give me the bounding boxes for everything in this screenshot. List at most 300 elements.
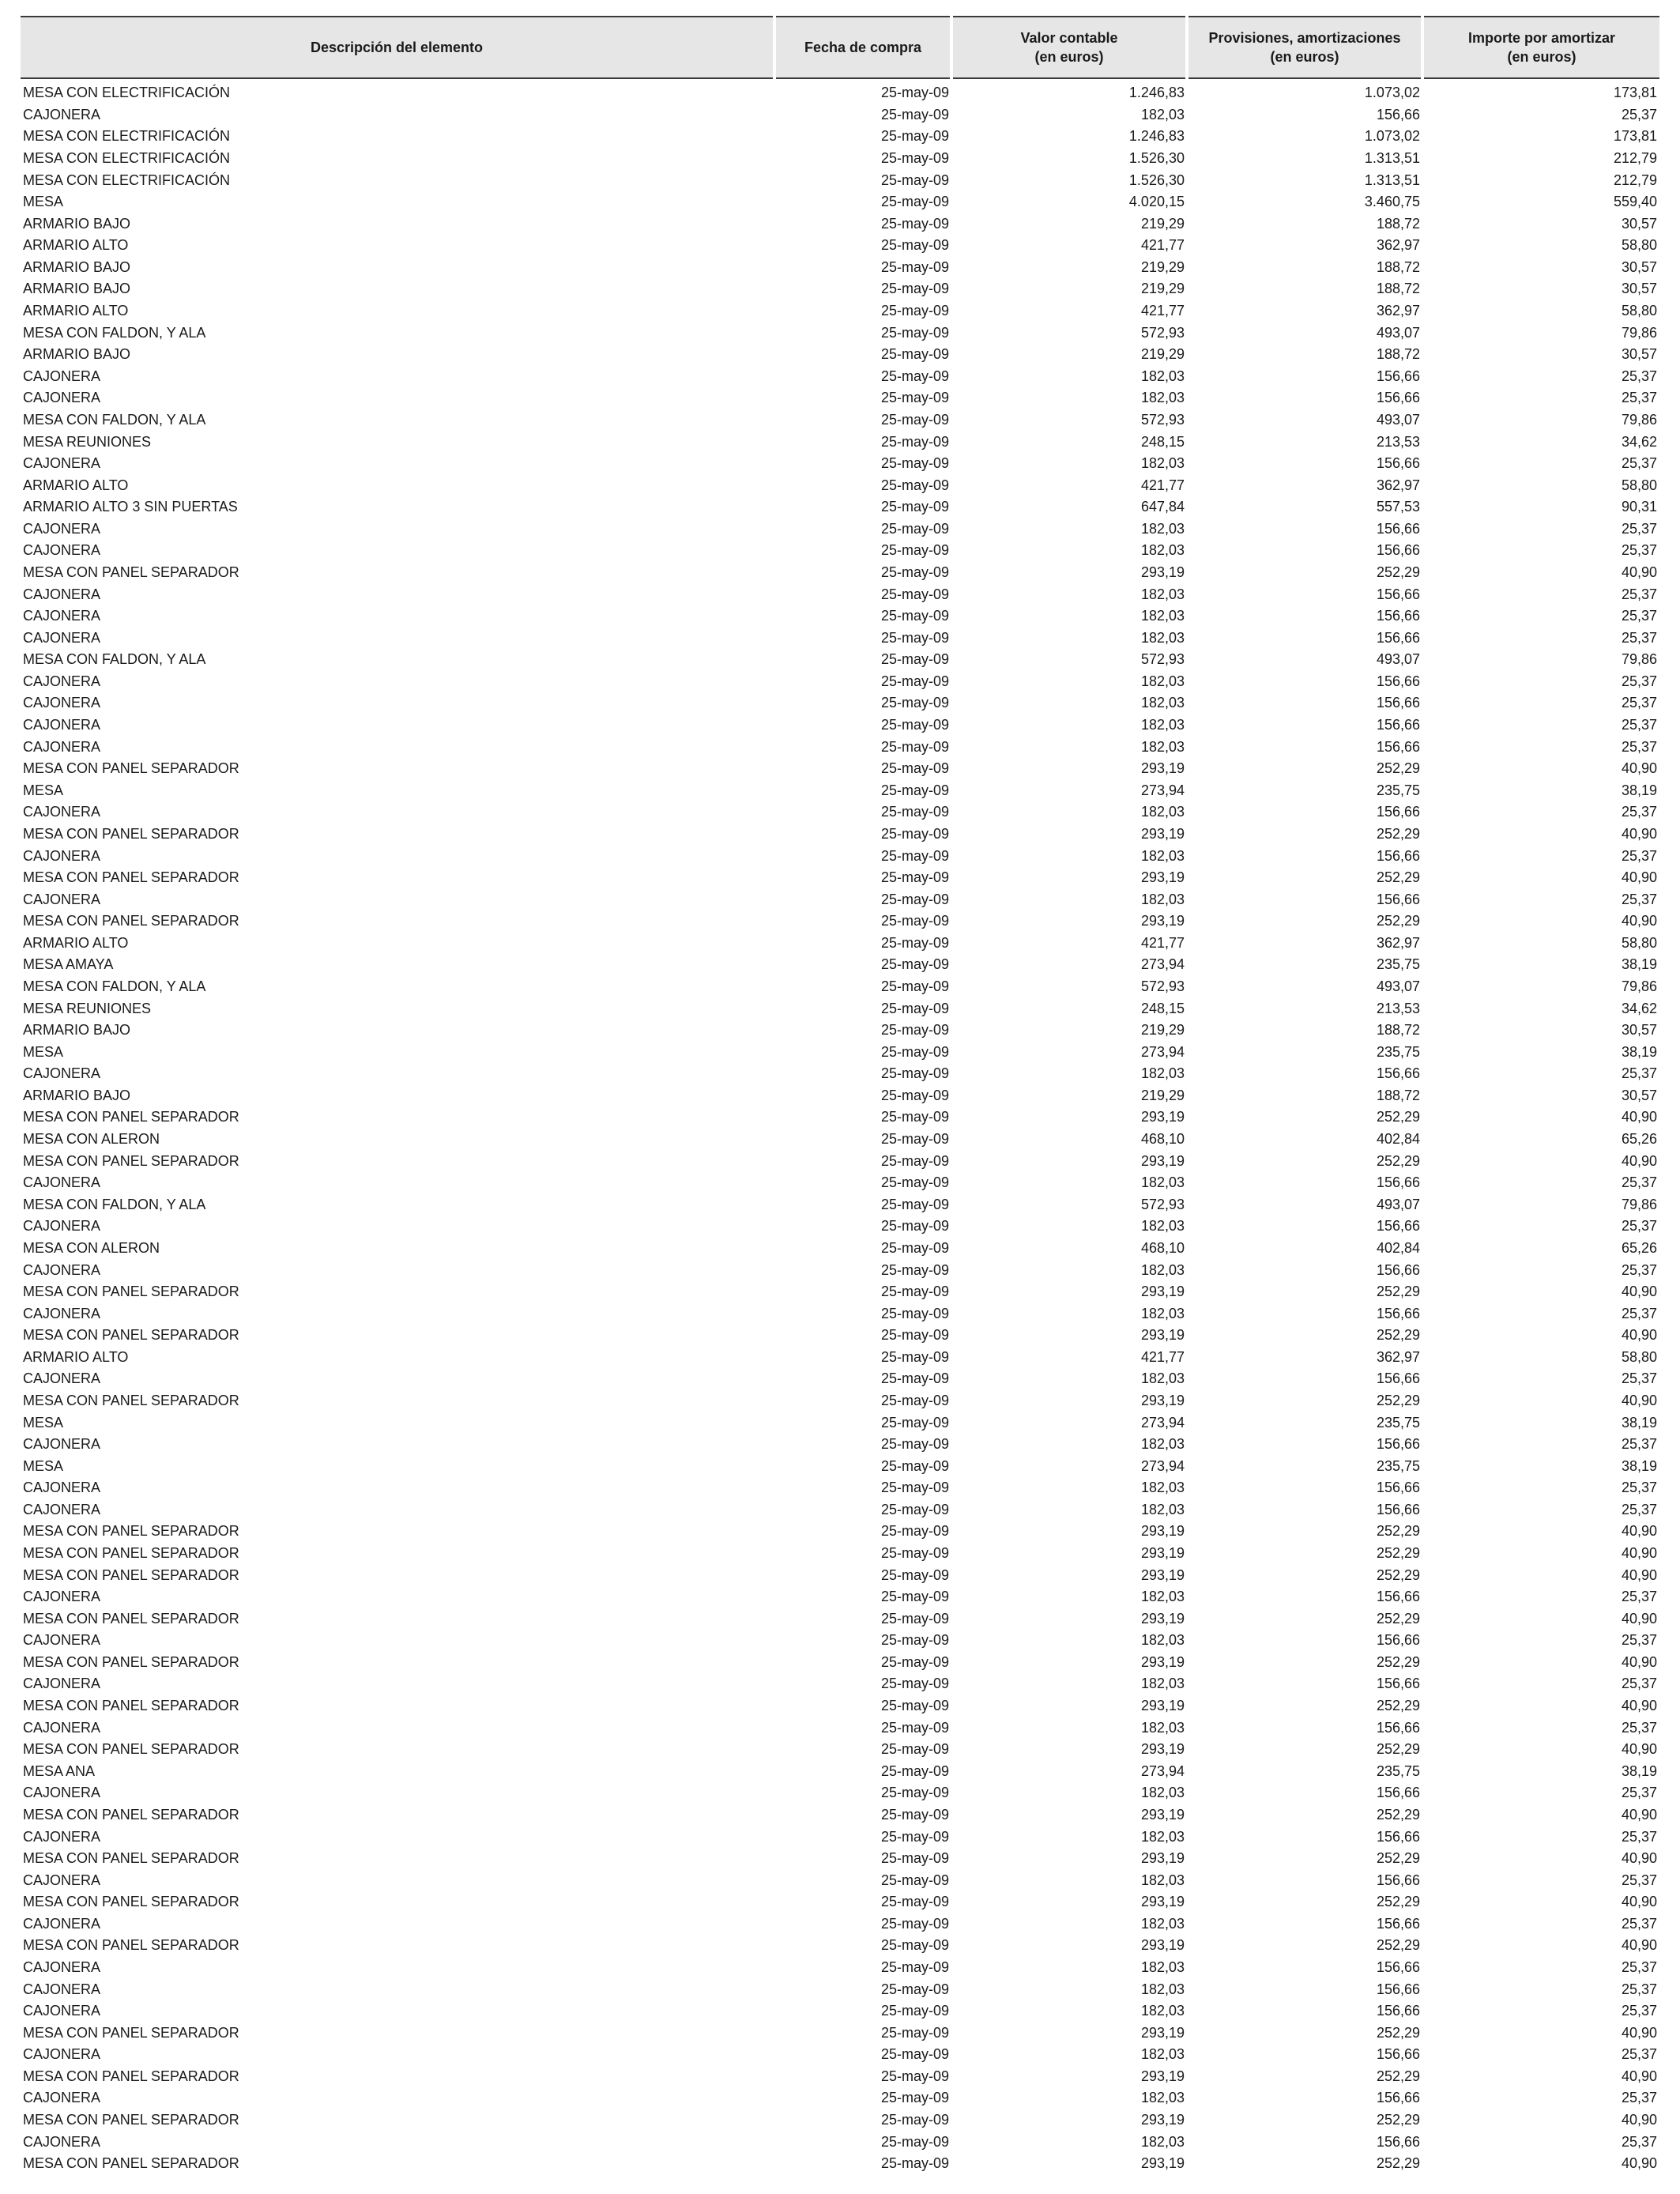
- cell-description: MESA CON PANEL SEPARADOR: [23, 1392, 239, 1408]
- cell-description: CAJONERA: [23, 1218, 101, 1235]
- table-row: [21, 2087, 1659, 2109]
- cell-pending-amount: 58,80: [1621, 477, 1657, 493]
- cell-pending-amount: 79,86: [1621, 651, 1657, 668]
- table-row: [21, 257, 1659, 279]
- cell-description: MESA: [23, 1414, 64, 1431]
- cell-pending-amount: 25,37: [1621, 1785, 1657, 1801]
- cell-purchase-date: 25-may-09: [880, 913, 949, 929]
- cell-provisions: 156,66: [1376, 1915, 1420, 1932]
- cell-purchase-date: 25-may-09: [880, 1152, 949, 1169]
- cell-provisions: 156,66: [1376, 1828, 1420, 1845]
- cell-pending-amount: 30,57: [1621, 215, 1657, 232]
- table-row: [21, 1238, 1659, 1260]
- cell-pending-amount: 58,80: [1621, 934, 1657, 951]
- table-row: [21, 1543, 1659, 1565]
- table-row: [21, 1150, 1659, 1172]
- cell-provisions: 213,53: [1376, 1000, 1420, 1016]
- cell-pending-amount: 40,90: [1621, 1850, 1657, 1867]
- cell-provisions: 252,29: [1376, 1698, 1420, 1714]
- cell-provisions: 156,66: [1376, 673, 1420, 689]
- cell-purchase-date: 25-may-09: [880, 2024, 949, 2041]
- cell-book-value: 182,03: [1140, 1785, 1185, 1801]
- cell-description: MESA CON PANEL SEPARADOR: [23, 2155, 239, 2172]
- cell-provisions: 252,29: [1376, 760, 1420, 777]
- cell-purchase-date: 25-may-09: [880, 782, 949, 798]
- table-row: [21, 1913, 1659, 1936]
- cell-purchase-date: 25-may-09: [880, 1284, 949, 1300]
- cell-purchase-date: 25-may-09: [880, 1109, 949, 1125]
- cell-purchase-date: 25-may-09: [880, 172, 949, 188]
- cell-pending-amount: 58,80: [1621, 1348, 1657, 1365]
- table-row: [21, 1302, 1659, 1325]
- cell-description: MESA CON ALERON: [23, 1131, 160, 1148]
- cell-book-value: 468,10: [1140, 1131, 1185, 1148]
- cell-description: ARMARIO BAJO: [23, 346, 131, 363]
- cell-purchase-date: 25-may-09: [880, 106, 949, 123]
- table-row: [21, 1957, 1659, 1979]
- cell-purchase-date: 25-may-09: [880, 1981, 949, 1997]
- cell-book-value: 182,03: [1140, 1218, 1185, 1235]
- cell-book-value: 647,84: [1140, 499, 1185, 515]
- cell-purchase-date: 25-may-09: [880, 608, 949, 624]
- cell-description: CAJONERA: [23, 891, 101, 907]
- cell-purchase-date: 25-may-09: [880, 150, 949, 167]
- cell-provisions: 188,72: [1376, 281, 1420, 297]
- table-row: [21, 1129, 1659, 1151]
- cell-book-value: 1.526,30: [1128, 150, 1185, 167]
- cell-description: CAJONERA: [23, 695, 101, 711]
- cell-description: MESA AMAYA: [23, 956, 114, 973]
- table-row: [21, 1281, 1659, 1303]
- cell-purchase-date: 25-may-09: [880, 1610, 949, 1627]
- cell-book-value: 182,03: [1140, 1480, 1185, 1496]
- cell-description: MESA CON PANEL SEPARADOR: [23, 1741, 239, 1758]
- cell-pending-amount: 25,37: [1621, 2090, 1657, 2106]
- cell-provisions: 252,29: [1376, 869, 1420, 886]
- cell-purchase-date: 25-may-09: [880, 1632, 949, 1649]
- table-row: [21, 2044, 1659, 2066]
- table-row: [21, 1630, 1659, 1652]
- cell-provisions: 3.460,75: [1364, 194, 1420, 210]
- cell-pending-amount: 25,37: [1621, 1828, 1657, 1845]
- table-row: [21, 1216, 1659, 1238]
- cell-pending-amount: 25,37: [1621, 368, 1657, 384]
- table-row: [21, 213, 1659, 235]
- cell-provisions: 252,29: [1376, 1545, 1420, 1562]
- cell-provisions: 362,97: [1376, 934, 1420, 951]
- cell-purchase-date: 25-may-09: [880, 2133, 949, 2150]
- cell-purchase-date: 25-may-09: [880, 1806, 949, 1823]
- cell-pending-amount: 25,37: [1621, 1872, 1657, 1888]
- cell-purchase-date: 25-may-09: [880, 194, 949, 210]
- cell-provisions: 156,66: [1376, 106, 1420, 123]
- cell-purchase-date: 25-may-09: [880, 1043, 949, 1060]
- cell-purchase-date: 25-may-09: [880, 2155, 949, 2172]
- cell-description: MESA CON PANEL SEPARADOR: [23, 1566, 239, 1583]
- cell-purchase-date: 25-may-09: [880, 433, 949, 450]
- cell-book-value: 421,77: [1140, 1348, 1185, 1365]
- cell-pending-amount: 40,90: [1621, 1545, 1657, 1562]
- cell-provisions: 557,53: [1376, 499, 1420, 515]
- cell-pending-amount: 25,37: [1621, 629, 1657, 646]
- cell-book-value: 182,03: [1140, 1915, 1185, 1932]
- cell-description: MESA CON PANEL SEPARADOR: [23, 1284, 239, 1300]
- cell-provisions: 156,66: [1376, 1981, 1420, 1997]
- cell-pending-amount: 40,90: [1621, 2112, 1657, 2128]
- table-row: [21, 1891, 1659, 1913]
- table-row: [21, 736, 1659, 758]
- cell-book-value: 182,03: [1140, 804, 1185, 820]
- cell-provisions: 188,72: [1376, 346, 1420, 363]
- cell-provisions: 252,29: [1376, 1741, 1420, 1758]
- cell-pending-amount: 25,37: [1621, 738, 1657, 755]
- table-row: [21, 1172, 1659, 1194]
- cell-pending-amount: 34,62: [1621, 433, 1657, 450]
- cell-pending-amount: 79,86: [1621, 978, 1657, 994]
- cell-pending-amount: 25,37: [1621, 1676, 1657, 1692]
- cell-purchase-date: 25-may-09: [880, 1196, 949, 1212]
- cell-book-value: 182,03: [1140, 891, 1185, 907]
- cell-book-value: 182,03: [1140, 695, 1185, 711]
- cell-pending-amount: 25,37: [1621, 695, 1657, 711]
- cell-book-value: 273,94: [1140, 1043, 1185, 1060]
- cell-pending-amount: 40,90: [1621, 1109, 1657, 1125]
- cell-provisions: 213,53: [1376, 433, 1420, 450]
- cell-provisions: 156,66: [1376, 608, 1420, 624]
- table-row: [21, 627, 1659, 649]
- table-row: [21, 1869, 1659, 1891]
- cell-pending-amount: 30,57: [1621, 346, 1657, 363]
- table-row: [21, 845, 1659, 867]
- cell-book-value: 182,03: [1140, 1261, 1185, 1278]
- cell-purchase-date: 25-may-09: [880, 542, 949, 559]
- cell-description: ARMARIO ALTO 3 SIN PUERTAS: [23, 499, 238, 515]
- cell-description: MESA CON PANEL SEPARADOR: [23, 2068, 239, 2084]
- cell-purchase-date: 25-may-09: [880, 2090, 949, 2106]
- cell-description: CAJONERA: [23, 1305, 101, 1321]
- cell-description: CAJONERA: [23, 1480, 101, 1496]
- table-row: [21, 1390, 1659, 1412]
- table-row: [21, 1564, 1659, 1586]
- cell-provisions: 235,75: [1376, 1762, 1420, 1779]
- cell-provisions: 156,66: [1376, 368, 1420, 384]
- cell-purchase-date: 25-may-09: [880, 1566, 949, 1583]
- cell-purchase-date: 25-may-09: [880, 891, 949, 907]
- cell-pending-amount: 38,19: [1621, 1043, 1657, 1060]
- cell-purchase-date: 25-may-09: [880, 1872, 949, 1888]
- cell-description: MESA: [23, 1457, 64, 1474]
- cell-provisions: 493,07: [1376, 1196, 1420, 1212]
- cell-book-value: 182,03: [1140, 1501, 1185, 1517]
- table-row: [21, 1935, 1659, 1957]
- table-row: [21, 366, 1659, 388]
- header-description: Descripción del elemento: [21, 17, 774, 78]
- cell-purchase-date: 25-may-09: [880, 1457, 949, 1474]
- cell-description: MESA CON FALDON, Y ALA: [23, 1196, 206, 1212]
- cell-description: MESA CON PANEL SEPARADOR: [23, 825, 239, 842]
- table-row: [21, 409, 1659, 432]
- cell-book-value: 1.246,83: [1128, 128, 1185, 145]
- cell-description: MESA CON ALERON: [23, 1239, 160, 1256]
- cell-book-value: 182,03: [1140, 1872, 1185, 1888]
- cell-description: MESA CON PANEL SEPARADOR: [23, 1806, 239, 1823]
- cell-pending-amount: 40,90: [1621, 1284, 1657, 1300]
- cell-provisions: 402,84: [1376, 1239, 1420, 1256]
- cell-description: CAJONERA: [23, 1915, 101, 1932]
- cell-purchase-date: 25-may-09: [880, 1719, 949, 1736]
- cell-description: MESA ANA: [23, 1762, 96, 1779]
- table-row: [21, 2022, 1659, 2044]
- cell-pending-amount: 40,90: [1621, 1392, 1657, 1408]
- cell-description: CAJONERA: [23, 586, 101, 602]
- cell-pending-amount: 25,37: [1621, 106, 1657, 123]
- cell-provisions: 252,29: [1376, 1566, 1420, 1583]
- cell-purchase-date: 25-may-09: [880, 1131, 949, 1148]
- cell-pending-amount: 25,37: [1621, 1501, 1657, 1517]
- cell-description: CAJONERA: [23, 2003, 101, 2019]
- cell-book-value: 293,19: [1140, 1523, 1185, 1540]
- cell-book-value: 182,03: [1140, 1828, 1185, 1845]
- cell-pending-amount: 25,37: [1621, 1589, 1657, 1605]
- cell-book-value: 182,03: [1140, 1632, 1185, 1649]
- cell-provisions: 156,66: [1376, 1632, 1420, 1649]
- cell-purchase-date: 25-may-09: [880, 673, 949, 689]
- cell-pending-amount: 25,37: [1621, 717, 1657, 733]
- cell-description: MESA: [23, 194, 64, 210]
- cell-book-value: 293,19: [1140, 869, 1185, 886]
- cell-description: CAJONERA: [23, 717, 101, 733]
- cell-purchase-date: 25-may-09: [880, 1480, 949, 1496]
- cell-book-value: 182,03: [1140, 390, 1185, 406]
- cell-provisions: 188,72: [1376, 258, 1420, 275]
- cell-provisions: 156,66: [1376, 1872, 1420, 1888]
- cell-purchase-date: 25-may-09: [880, 1065, 949, 1082]
- cell-description: CAJONERA: [23, 1959, 101, 1975]
- table-row: [21, 431, 1659, 453]
- cell-book-value: 1.246,83: [1128, 85, 1185, 101]
- cell-purchase-date: 25-may-09: [880, 738, 949, 755]
- cell-pending-amount: 25,37: [1621, 1480, 1657, 1496]
- cell-purchase-date: 25-may-09: [880, 1261, 949, 1278]
- cell-pending-amount: 212,79: [1613, 150, 1657, 167]
- cell-provisions: 1.313,51: [1364, 172, 1420, 188]
- cell-provisions: 156,66: [1376, 1785, 1420, 1801]
- cell-book-value: 182,03: [1140, 1370, 1185, 1387]
- cell-pending-amount: 30,57: [1621, 281, 1657, 297]
- cell-purchase-date: 25-may-09: [880, 1937, 949, 1954]
- cell-provisions: 156,66: [1376, 390, 1420, 406]
- cell-pending-amount: 25,37: [1621, 847, 1657, 864]
- cell-purchase-date: 25-may-09: [880, 1785, 949, 1801]
- table-row: [21, 1325, 1659, 1347]
- cell-provisions: 493,07: [1376, 411, 1420, 428]
- cell-book-value: 293,19: [1140, 1566, 1185, 1583]
- cell-pending-amount: 40,90: [1621, 1937, 1657, 1954]
- cell-purchase-date: 25-may-09: [880, 346, 949, 363]
- cell-book-value: 293,19: [1140, 2112, 1185, 2128]
- cell-book-value: 219,29: [1140, 281, 1185, 297]
- table-row: [21, 1259, 1659, 1281]
- cell-pending-amount: 25,37: [1621, 2003, 1657, 2019]
- cell-pending-amount: 40,90: [1621, 1653, 1657, 1670]
- cell-purchase-date: 25-may-09: [880, 303, 949, 319]
- table-row: [21, 649, 1659, 671]
- cell-description: MESA CON PANEL SEPARADOR: [23, 1523, 239, 1540]
- cell-book-value: 293,19: [1140, 825, 1185, 842]
- cell-purchase-date: 25-may-09: [880, 1000, 949, 1016]
- cell-pending-amount: 25,37: [1621, 1981, 1657, 1997]
- cell-provisions: 156,66: [1376, 2090, 1420, 2106]
- cell-provisions: 252,29: [1376, 2155, 1420, 2172]
- cell-provisions: 252,29: [1376, 1937, 1420, 1954]
- cell-provisions: 1.073,02: [1364, 128, 1420, 145]
- cell-purchase-date: 25-may-09: [880, 237, 949, 254]
- cell-provisions: 252,29: [1376, 2024, 1420, 2041]
- cell-description: MESA CON FALDON, Y ALA: [23, 324, 206, 341]
- table-row: [21, 976, 1659, 998]
- cell-pending-amount: 25,37: [1621, 520, 1657, 537]
- cell-book-value: 572,93: [1140, 324, 1185, 341]
- table-row: [21, 2000, 1659, 2022]
- cell-pending-amount: 25,37: [1621, 673, 1657, 689]
- cell-pending-amount: 173,81: [1613, 128, 1657, 145]
- cell-description: MESA CON PANEL SEPARADOR: [23, 1653, 239, 1670]
- cell-description: CAJONERA: [23, 1501, 101, 1517]
- cell-provisions: 156,66: [1376, 542, 1420, 559]
- cell-pending-amount: 25,37: [1621, 455, 1657, 472]
- cell-book-value: 273,94: [1140, 1762, 1185, 1779]
- cell-provisions: 156,66: [1376, 1480, 1420, 1496]
- cell-book-value: 182,03: [1140, 2046, 1185, 2063]
- cell-book-value: 182,03: [1140, 1305, 1185, 1321]
- cell-purchase-date: 25-may-09: [880, 1545, 949, 1562]
- cell-provisions: 493,07: [1376, 978, 1420, 994]
- cell-purchase-date: 25-may-09: [880, 1218, 949, 1235]
- cell-pending-amount: 25,37: [1621, 1261, 1657, 1278]
- cell-purchase-date: 25-may-09: [880, 281, 949, 297]
- table-row: [21, 824, 1659, 846]
- cell-book-value: 182,03: [1140, 2090, 1185, 2106]
- cell-book-value: 273,94: [1140, 782, 1185, 798]
- cell-book-value: 293,19: [1140, 1653, 1185, 1670]
- cell-description: CAJONERA: [23, 2046, 101, 2063]
- cell-purchase-date: 25-may-09: [880, 1239, 949, 1256]
- cell-purchase-date: 25-may-09: [880, 934, 949, 951]
- cell-provisions: 252,29: [1376, 1610, 1420, 1627]
- cell-book-value: 182,03: [1140, 2003, 1185, 2019]
- cell-book-value: 182,03: [1140, 520, 1185, 537]
- cell-purchase-date: 25-may-09: [880, 1698, 949, 1714]
- cell-provisions: 156,66: [1376, 2046, 1420, 2063]
- cell-book-value: 219,29: [1140, 1087, 1185, 1103]
- cell-provisions: 252,29: [1376, 1392, 1420, 1408]
- cell-book-value: 293,19: [1140, 564, 1185, 580]
- cell-book-value: 182,03: [1140, 1065, 1185, 1082]
- inventory-table: [21, 16, 1659, 2175]
- cell-pending-amount: 79,86: [1621, 1196, 1657, 1212]
- cell-pending-amount: 25,37: [1621, 804, 1657, 820]
- cell-description: MESA CON PANEL SEPARADOR: [23, 1698, 239, 1714]
- cell-provisions: 156,66: [1376, 738, 1420, 755]
- cell-purchase-date: 25-may-09: [880, 215, 949, 232]
- table-row: [21, 278, 1659, 300]
- cell-book-value: 293,19: [1140, 1698, 1185, 1714]
- cell-description: CAJONERA: [23, 738, 101, 755]
- cell-purchase-date: 25-may-09: [880, 1087, 949, 1103]
- cell-description: CAJONERA: [23, 368, 101, 384]
- cell-purchase-date: 25-may-09: [880, 1741, 949, 1758]
- table-row: [21, 1106, 1659, 1129]
- cell-purchase-date: 25-may-09: [880, 586, 949, 602]
- cell-purchase-date: 25-may-09: [880, 2068, 949, 2084]
- cell-description: CAJONERA: [23, 1370, 101, 1387]
- cell-provisions: 156,66: [1376, 1305, 1420, 1321]
- cell-pending-amount: 25,37: [1621, 1305, 1657, 1321]
- cell-purchase-date: 25-may-09: [880, 455, 949, 472]
- cell-provisions: 235,75: [1376, 1043, 1420, 1060]
- cell-pending-amount: 40,90: [1621, 2155, 1657, 2172]
- cell-description: ARMARIO ALTO: [23, 1348, 129, 1365]
- table-row: [21, 671, 1659, 693]
- cell-book-value: 293,19: [1140, 1806, 1185, 1823]
- cell-book-value: 421,77: [1140, 934, 1185, 951]
- table-row: [21, 1978, 1659, 2000]
- cell-book-value: 219,29: [1140, 1022, 1185, 1039]
- cell-book-value: 572,93: [1140, 978, 1185, 994]
- cell-book-value: 273,94: [1140, 956, 1185, 973]
- cell-purchase-date: 25-may-09: [880, 1370, 949, 1387]
- cell-provisions: 493,07: [1376, 324, 1420, 341]
- cell-description: ARMARIO BAJO: [23, 215, 131, 232]
- table-row: [21, 387, 1659, 409]
- cell-book-value: 293,19: [1140, 1152, 1185, 1169]
- cell-book-value: 293,19: [1140, 1741, 1185, 1758]
- cell-book-value: 293,19: [1140, 2024, 1185, 2041]
- cell-description: ARMARIO BAJO: [23, 281, 131, 297]
- cell-pending-amount: 65,26: [1621, 1131, 1657, 1148]
- cell-description: MESA CON ELECTRIFICACIÓN: [23, 150, 231, 167]
- cell-purchase-date: 25-may-09: [880, 1327, 949, 1344]
- cell-provisions: 235,75: [1376, 1457, 1420, 1474]
- cell-provisions: 188,72: [1376, 215, 1420, 232]
- cell-provisions: 156,66: [1376, 2133, 1420, 2150]
- cell-provisions: 362,97: [1376, 303, 1420, 319]
- cell-description: MESA CON ELECTRIFICACIÓN: [23, 85, 231, 101]
- cell-purchase-date: 25-may-09: [880, 1894, 949, 1910]
- table-row: [21, 1652, 1659, 1674]
- cell-provisions: 362,97: [1376, 237, 1420, 254]
- cell-description: MESA CON FALDON, Y ALA: [23, 978, 206, 994]
- cell-provisions: 235,75: [1376, 1414, 1420, 1431]
- cell-provisions: 252,29: [1376, 2068, 1420, 2084]
- cell-description: CAJONERA: [23, 1261, 101, 1278]
- cell-purchase-date: 25-may-09: [880, 1305, 949, 1321]
- cell-provisions: 156,66: [1376, 1065, 1420, 1082]
- cell-book-value: 1.526,30: [1128, 172, 1185, 188]
- cell-description: ARMARIO BAJO: [23, 258, 131, 275]
- cell-purchase-date: 25-may-09: [880, 499, 949, 515]
- cell-book-value: 293,19: [1140, 1850, 1185, 1867]
- cell-pending-amount: 65,26: [1621, 1239, 1657, 1256]
- table-row: [21, 1608, 1659, 1630]
- cell-pending-amount: 38,19: [1621, 782, 1657, 798]
- cell-pending-amount: 559,40: [1613, 194, 1657, 210]
- cell-purchase-date: 25-may-09: [880, 2003, 949, 2019]
- cell-book-value: 293,19: [1140, 1894, 1185, 1910]
- cell-pending-amount: 25,37: [1621, 1959, 1657, 1975]
- cell-description: MESA CON PANEL SEPARADOR: [23, 760, 239, 777]
- cell-provisions: 156,66: [1376, 1370, 1420, 1387]
